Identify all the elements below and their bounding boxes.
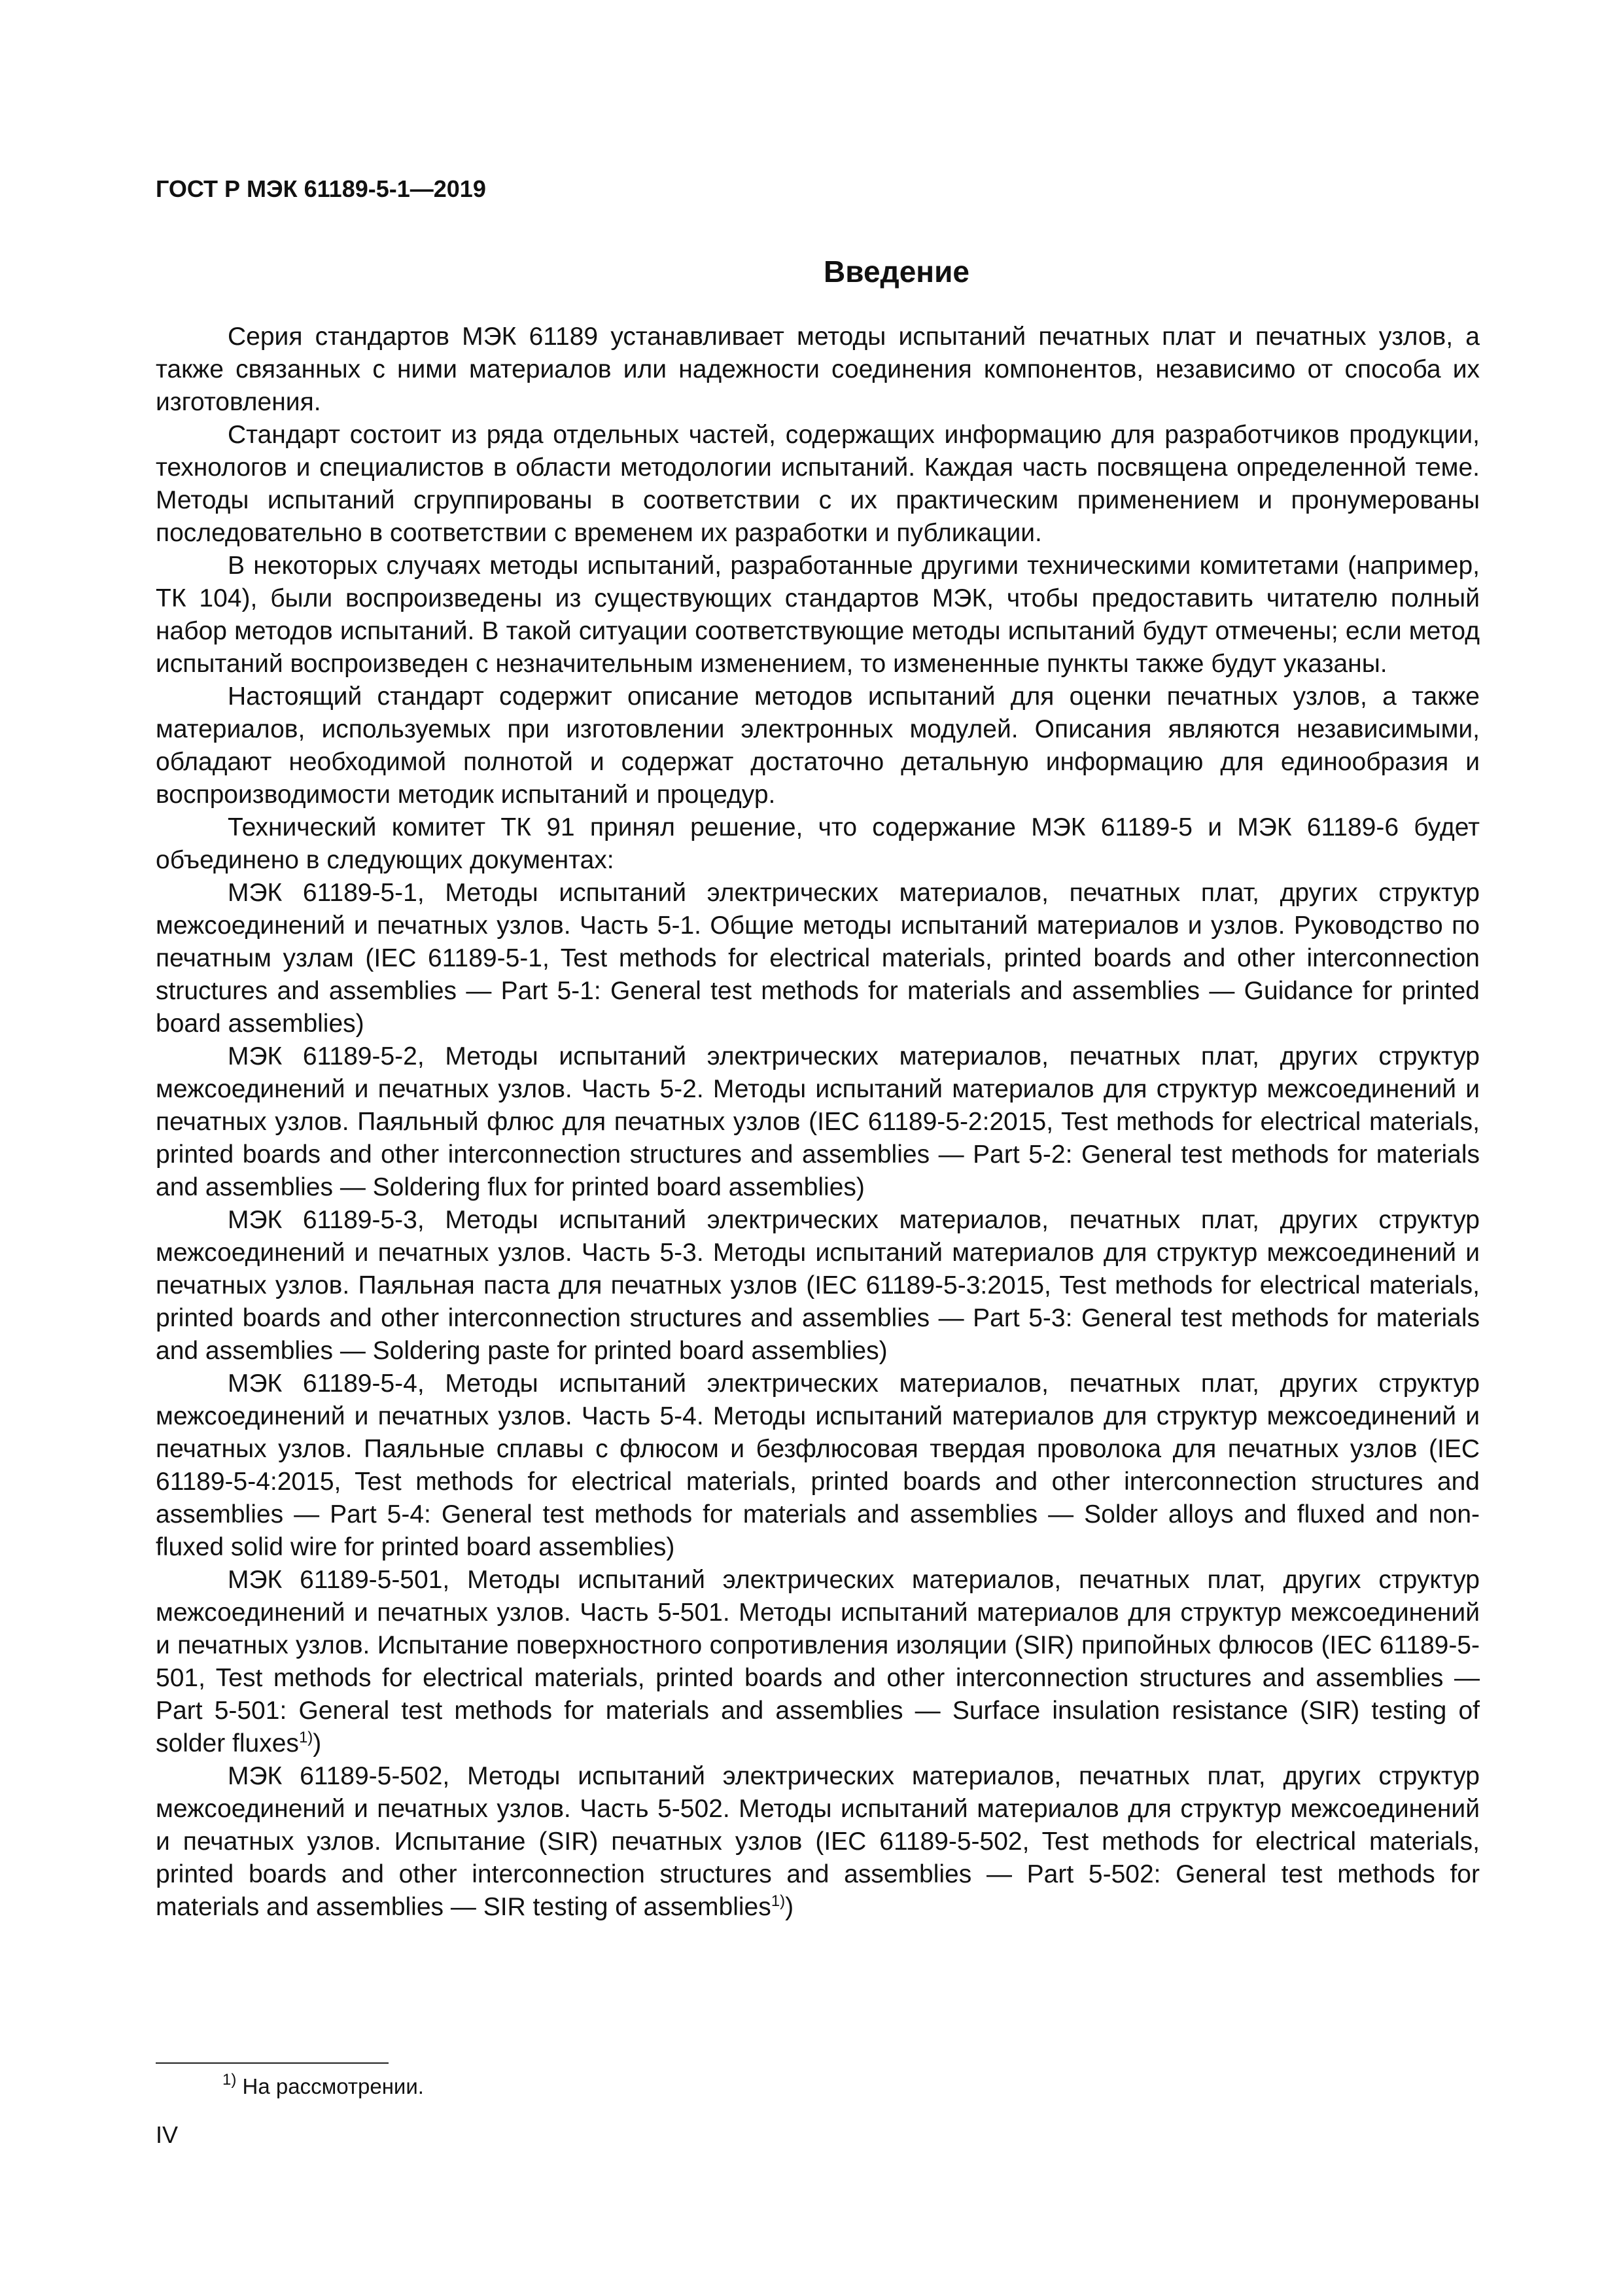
paragraph: МЭК 61189-5-1, Методы испытаний электрических материалов, печатных плат, других структур межсоединений и печатных узлов. Часть 5-1. Общие методы испытаний материалов и узлов. Руководство по печатным узлам (IEC 61189-5-1, Test methods for electrical materials, printed boards and other interconnection structures and assemblies — Part 5-1: General test methods for materials and assemblies — Guidance for printed board assemblies) [156, 879, 1480, 1038]
paragraph: Стандарт состоит из ряда отдельных частей, содержащих информацию для разработчиков продукции, технологов и специалистов в области методологии испытаний. Каждая часть посвящена определенной теме. Методы испытаний сгруппированы в соответствии с их практическим применением и пронумерованы последовательно в соответствии с временем их разработки и публикации. [156, 421, 1480, 547]
footnote-divider [156, 2062, 389, 2064]
paragraph-tail: ) [313, 1729, 322, 1757]
paragraph [156, 1564, 1480, 1760]
paragraph: Настоящий стандарт содержит описание методов испытаний для оценки печатных узлов, а также материалов, используемых при изготовлении электронных модулей. Описания являются независимыми, обладают необходимой полнотой и содержат достаточно детальную информацию для единообразия и воспроизводимости методик испытаний и процедур. [156, 682, 1480, 809]
footnote-text: На рассмотрении. [242, 2074, 424, 2098]
paragraph: Серия стандартов МЭК 61189 устанавливает методы испытаний печатных плат и печатных узлов, а также связанных с ними материалов или надежности соединения компонентов, независимо от способа их изготовления. [156, 323, 1480, 416]
paragraph [156, 1760, 1480, 1924]
paragraph-tail: ) [785, 1893, 794, 1921]
footnote-ref[interactable]: 1) [771, 1892, 786, 1910]
page-title [0, 254, 1623, 289]
paragraph: В некоторых случаях методы испытаний, разработанные другими техническими комитетами (например, ТК 104), были воспроизведены из существующих стандартов МЭК, чтобы предоставить читателю полный набор методов испытаний. В такой ситуации соответствующие методы испытаний будут отмечены; если метод испытаний воспроизведен с незначительным изменением, то измененные пункты также будут указаны. [156, 552, 1480, 678]
document-body [156, 321, 1480, 1924]
paragraph: МЭК 61189-5-4, Методы испытаний электрических материалов, печатных плат, других структур межсоединений и печатных узлов. Часть 5-4. Методы испытаний материалов для структур межсоединений и печатных узлов. Паяльные сплавы с флюсом и безфлюсовая твердая проволока для печатных узлов (IEC 61189-5-4:2015, Test methods for electrical materials, printed boards and other interconnection structures and assemblies — Part 5-4: General test methods for materials and assemblies — Solder alloys and fluxed and non-fluxed solid wire for printed board assemblies) [156, 1369, 1480, 1561]
paragraph: МЭК 61189-5-2, Методы испытаний электрических материалов, печатных плат, других структур межсоединений и печатных узлов. Часть 5-2. Методы испытаний материалов для структур межсоединений и печатных узлов. Паяльный флюс для печатных узлов (IEC 61189-5-2:2015, Test methods for electrical materials, printed boards and other interconnection structures and assemblies — Part 5-2: General test methods for materials and assemblies — Soldering flux for printed board assemblies) [156, 1042, 1480, 1201]
paragraph-text: МЭК 61189-5-501, Методы испытаний электрических материалов, печатных плат, других структур межсоединений и печатных узлов. Часть 5-501. Методы испытаний материалов для структур межсоединений и печатных узлов. Испытание поверхностного сопротивления изоляции (SIR) припойных флюсов (IEC 61189-5-501, Test methods for electrical materials, printed boards and other interconnection structures and assemblies — Part 5-501: General test methods for materials and assemblies — Surface insulation resistance (SIR) testing of solder fluxes [156, 1566, 1480, 1757]
paragraph-text: МЭК 61189-5-502, Методы испытаний электрических материалов, печатных плат, других структур межсоединений и печатных узлов. Часть 5-502. Методы испытаний материалов для структур межсоединений и печатных узлов. Испытание (SIR) печатных узлов (IEC 61189-5-502, Test methods for electrical materials, printed boards and other interconnection structures and assemblies — Part 5-502: General test methods for materials and assemblies — SIR testing of assemblies [156, 1762, 1480, 1921]
page-title-text: Введение [824, 255, 969, 289]
standard-code: ГОСТ Р МЭК 61189-5-1—2019 [156, 175, 486, 202]
footnote-marker: 1) [222, 2071, 237, 2089]
footnote [222, 2071, 424, 2099]
paragraph: Технический комитет ТК 91 принял решение, что содержание МЭК 61189-5 и МЭК 61189-6 будет объединено в следующих документах: [156, 813, 1480, 874]
footnote-ref[interactable]: 1) [298, 1729, 313, 1746]
page-number: IV [156, 2121, 179, 2148]
paragraph: МЭК 61189-5-3, Методы испытаний электрических материалов, печатных плат, других структур межсоединений и печатных узлов. Часть 5-3. Методы испытаний материалов для структур межсоединений и печатных узлов. Паяльная паста для печатных узлов (IEC 61189-5-3:2015, Test methods for electrical materials, printed boards and other interconnection structures and assemblies — Part 5-3: General test methods for materials and assemblies — Soldering paste for printed board assemblies) [156, 1206, 1480, 1365]
